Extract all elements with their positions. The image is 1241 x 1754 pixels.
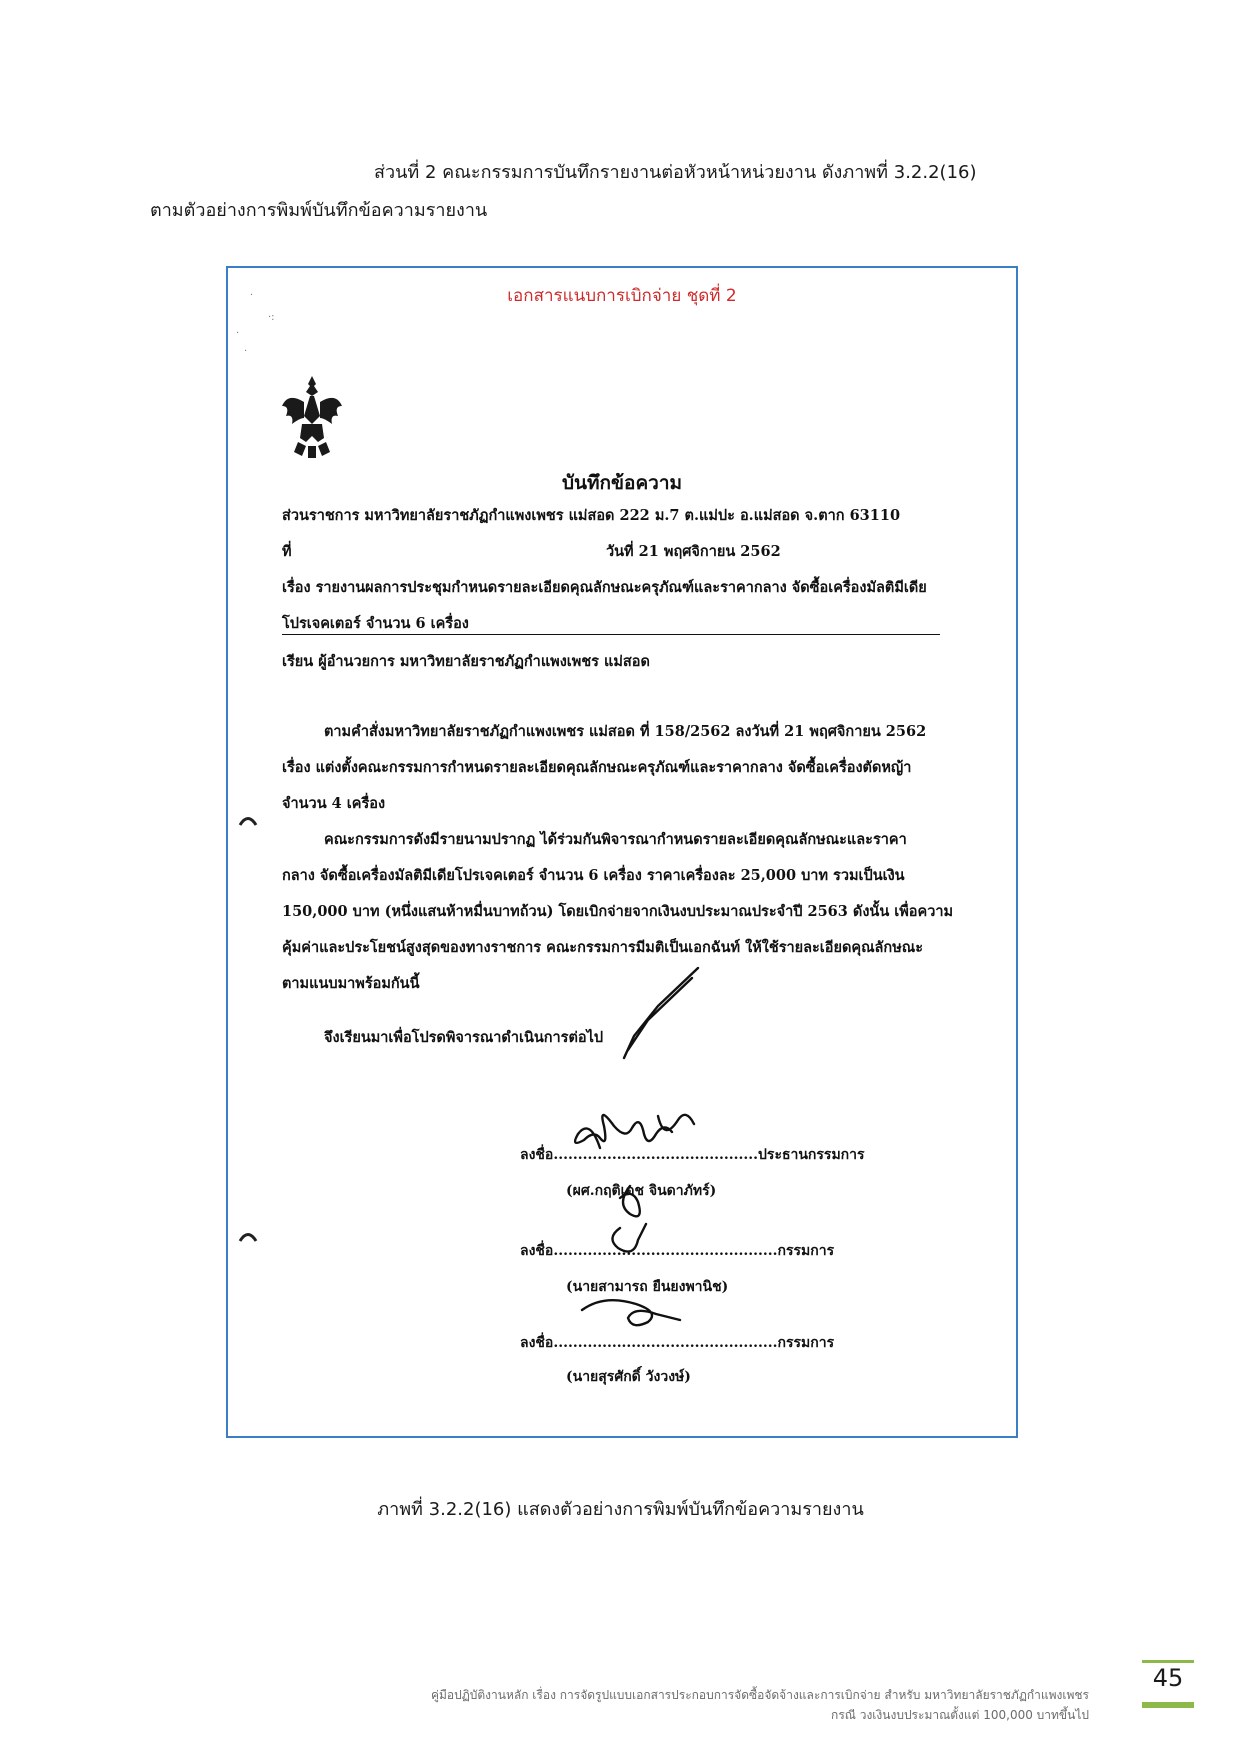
- scan-speck: ·: [236, 328, 240, 339]
- memo-agency: ส่วนราชการ มหาวิทยาลัยราชภัฏกำแพงเพชร แม่สอด 222 ม.7 ต.แม่ปะ อ.แม่สอด จ.ตาก 63110: [282, 507, 901, 524]
- scan-speck: ·: [244, 346, 248, 357]
- memo-heading: บันทึกข้อความ: [561, 472, 683, 494]
- punch-hole-icon: [238, 1230, 258, 1242]
- memo-para2-line: คุ้มค่าและประโยชน์สูงสุดของทางราชการ คณะกรรมการมีมติเป็นเอกฉันท์ ให้ใช้รายละเอียดคุณลักษณะ: [282, 939, 924, 956]
- memo-para2-line: กลาง จัดซื้อเครื่องมัลติมีเดียโปรเจคเตอร์ จำนวน 6 เครื่อง ราคาเครื่องละ 25,000 บาท รวมเป็นเงิน: [282, 867, 905, 884]
- memo-para2-line: คณะกรรมการดังมีรายนามปรากฏ ได้ร่วมกันพิจารณากำหนดรายละเอียดคุณลักษณะและราคา: [324, 831, 907, 848]
- page-number-bar-top: [1142, 1660, 1194, 1663]
- signature-name-member: (นายสามารถ ยืนยงพานิช): [566, 1279, 729, 1295]
- signature-line-chair: ลงชื่อ..........................................ประธานกรรมการ: [520, 1147, 865, 1163]
- scan-speck: ·: [250, 290, 254, 301]
- signature-name-member: (นายสุรศักดิ์ วังวงษ์): [566, 1369, 691, 1385]
- page-number-bar-bottom: [1142, 1702, 1194, 1708]
- memo-subject-2: โปรเจคเตอร์ จำนวน 6 เครื่อง: [282, 615, 469, 632]
- memo-subject-1: เรื่อง รายงานผลการประชุมกำหนดรายละเอียดคุณลักษณะครุภัณฑ์และราคากลาง จัดซื้อเครื่องมัลติมีเดีย: [282, 579, 927, 596]
- signature-name-chair: (ผศ.กฤติเดช จินดาภัทร์): [566, 1183, 717, 1199]
- memo-para2-line: ตามแนบมาพร้อมกันนี้: [282, 975, 420, 992]
- memo-divider: [282, 634, 940, 635]
- handwritten-signatures: [228, 268, 1018, 1438]
- footer-line-1: คู่มือปฏิบัติงานหลัก เรื่อง การจัดรูปแบบเอกสารประกอบการจัดซื้อจัดจ้างและการเบิกจ่าย สำหรับ มหาวิทยาลัยราชภัฏกำแพงเพชร: [430, 1688, 1089, 1702]
- signature-line-member: ลงชื่อ..............................................กรรมการ: [520, 1243, 835, 1259]
- signature-line-member: ลงชื่อ..............................................กรรมการ: [520, 1335, 835, 1351]
- page-number: 45: [1152, 1664, 1184, 1692]
- memo-para1-line: จำนวน 4 เครื่อง: [282, 795, 386, 812]
- memo-closing: จึงเรียนมาเพื่อโปรดพิจารณาดำเนินการต่อไป: [324, 1029, 604, 1046]
- punch-hole-icon: [238, 814, 258, 826]
- memo-date: วันที่ 21 พฤศจิกายน 2562: [606, 543, 781, 560]
- memo-para1-line: เรื่อง แต่งตั้งคณะกรรมการกำหนดรายละเอียดคุณลักษณะครุภัณฑ์และราคากลาง จัดซื้อเครื่องตัดหญ้า: [282, 759, 912, 776]
- memo-para1-line: ตามคำสั่งมหาวิทยาลัยราชภัฏกำแพงเพชร แม่สอด ที่ 158/2562 ลงวันที่ 21 พฤศจิกายน 2562: [324, 723, 927, 740]
- memo-to: เรียน ผู้อำนวยการ มหาวิทยาลัยราชภัฏกำแพงเพชร แม่สอด: [282, 653, 650, 670]
- memo-ref-label: ที่: [282, 543, 292, 560]
- scan-title: เอกสารแนบการเบิกจ่าย ชุดที่ 2: [507, 286, 737, 306]
- scanned-memo-frame: [226, 266, 1018, 1438]
- intro-line-2: ตามตัวอย่างการพิมพ์บันทึกข้อความรายงาน: [150, 200, 488, 221]
- intro-line-1: ส่วนที่ 2 คณะกรรมการบันทึกรายงานต่อหัวหน้าหน่วยงาน ดังภาพที่ 3.2.2(16): [374, 162, 977, 183]
- garuda-emblem-icon: [280, 372, 344, 460]
- memo-para2-line: 150,000 บาท (หนึ่งแสนห้าหมื่นบาทถ้วน) โดยเบิกจ่ายจากเงินงบประมาณประจำปี 2563 ดังนั้น เพื่อความ: [282, 903, 954, 920]
- scan-speck: ·:: [268, 312, 275, 323]
- footer-line-2: กรณี วงเงินงบประมาณตั้งแต่ 100,000 บาทขึ้นไป: [831, 1708, 1089, 1722]
- figure-caption: ภาพที่ 3.2.2(16) แสดงตัวอย่างการพิมพ์บันทึกข้อความรายงาน: [377, 1499, 864, 1520]
